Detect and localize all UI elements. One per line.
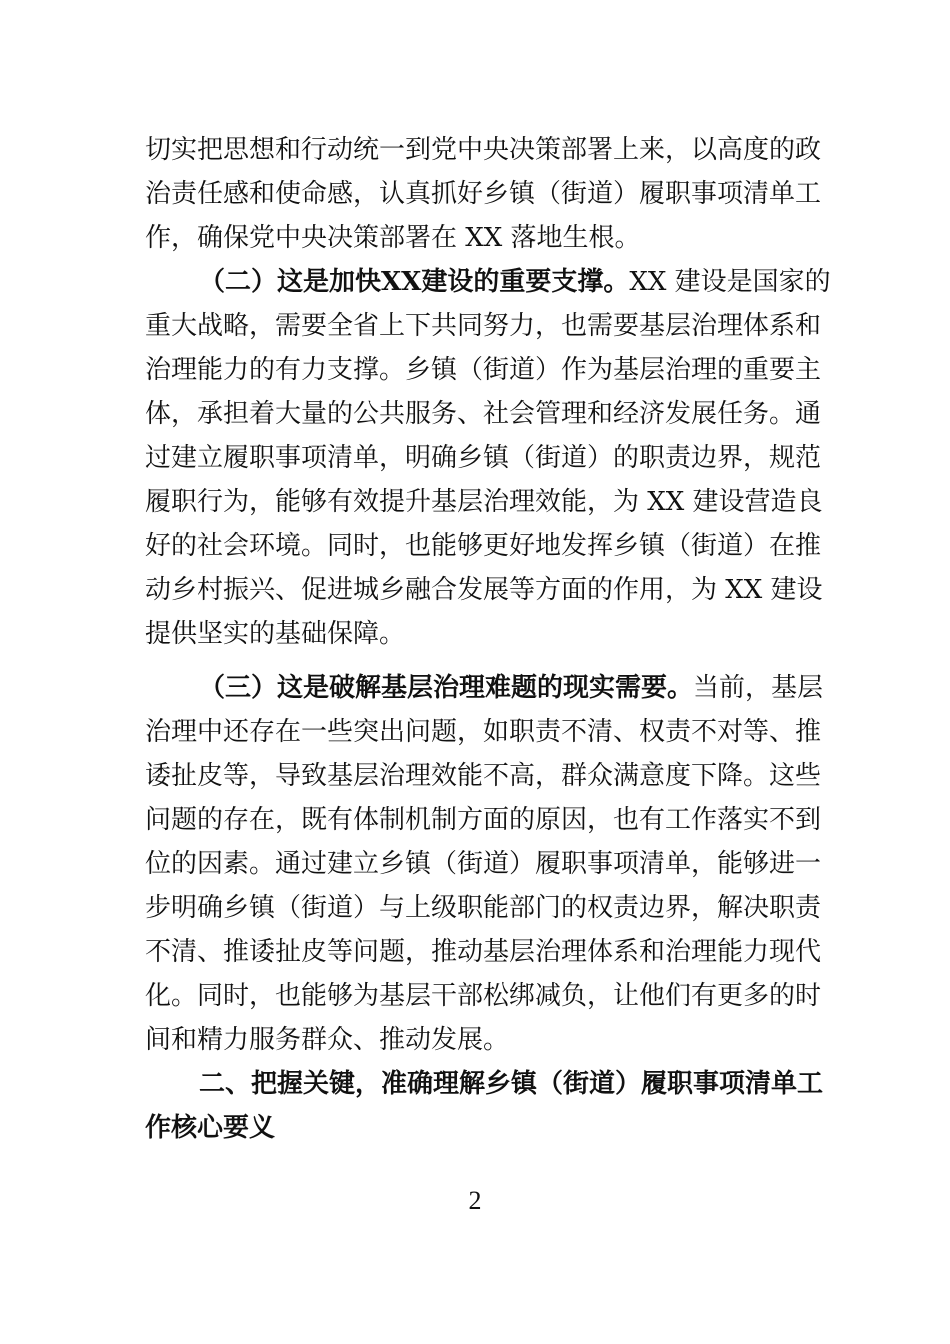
text-line: 治理能力的有力支撑。乡镇（街道）作为基层治理的重要主: [145, 355, 822, 385]
document-page: [145, 128, 831, 1150]
heading-line: 二、把握关键，准确理解乡镇（街道）履职事项清单工: [199, 1069, 824, 1099]
text-line: [145, 260, 831, 304]
text-line: 提供坚实的基础保障。: [145, 619, 406, 649]
text-line: 诿扯皮等，导致基层治理效能不高，群众满意度下降。这些: [145, 761, 822, 791]
text-line: 好的社会环境。同时，也能够更好地发挥乡镇（街道）在推: [145, 531, 822, 561]
text-line: 履职行为，能够有效提升基层治理效能，为 XX 建设营造良: [145, 487, 823, 517]
text-line: 位的因素。通过建立乡镇（街道）履职事项清单，能够进一: [145, 849, 822, 879]
text-line: 问题的存在，既有体制机制方面的原因，也有工作落实不到: [145, 805, 822, 835]
text-line: 重大战略，需要全省上下共同努力，也需要基层治理体系和: [145, 311, 822, 341]
text-line: 体，承担着大量的公共服务、社会管理和经济发展任务。通: [145, 399, 822, 429]
text-line: 治责任感和使命感，认真抓好乡镇（街道）履职事项清单工: [145, 179, 822, 209]
paragraph-lead: （二）这是加快XX建设的重要支撑。: [199, 267, 630, 297]
paragraph-lead: （三）这是破解基层治理难题的现实需要。: [199, 673, 694, 703]
text-line: 动乡村振兴、促进城乡融合发展等方面的作用，为 XX 建设: [145, 575, 823, 605]
text-line: 步明确乡镇（街道）与上级职能部门的权责边界，解决职责: [145, 893, 822, 923]
paragraph-2: [145, 260, 831, 656]
text-line: 切实把思想和行动统一到党中央决策部署上来，以高度的政: [145, 135, 822, 165]
text-line: 不清、推诿扯皮等问题，推动基层治理体系和治理能力现代: [145, 937, 822, 967]
text-line: 化。同时，也能够为基层干部松绑减负，让他们有更多的时: [145, 981, 822, 1011]
text-line: 间和精力服务群众、推动发展。: [145, 1025, 510, 1055]
page-number: 2: [468, 1186, 482, 1215]
text-line: 作，确保党中央决策部署在 XX 落地生根。: [145, 223, 641, 253]
heading-line: 作核心要义: [145, 1113, 276, 1143]
paragraph-1: [145, 128, 822, 260]
paragraph-3: [145, 666, 824, 1062]
text-line: 过建立履职事项清单，明确乡镇（街道）的职责边界，规范: [145, 443, 822, 473]
section-heading: [145, 1062, 824, 1150]
text-line: 治理中还存在一些突出问题，如职责不清、权责不对等、推: [145, 717, 822, 747]
text-span: XX 建设是国家的: [629, 267, 831, 297]
text-line: [145, 666, 824, 710]
text-span: 当前，基层: [693, 673, 824, 703]
